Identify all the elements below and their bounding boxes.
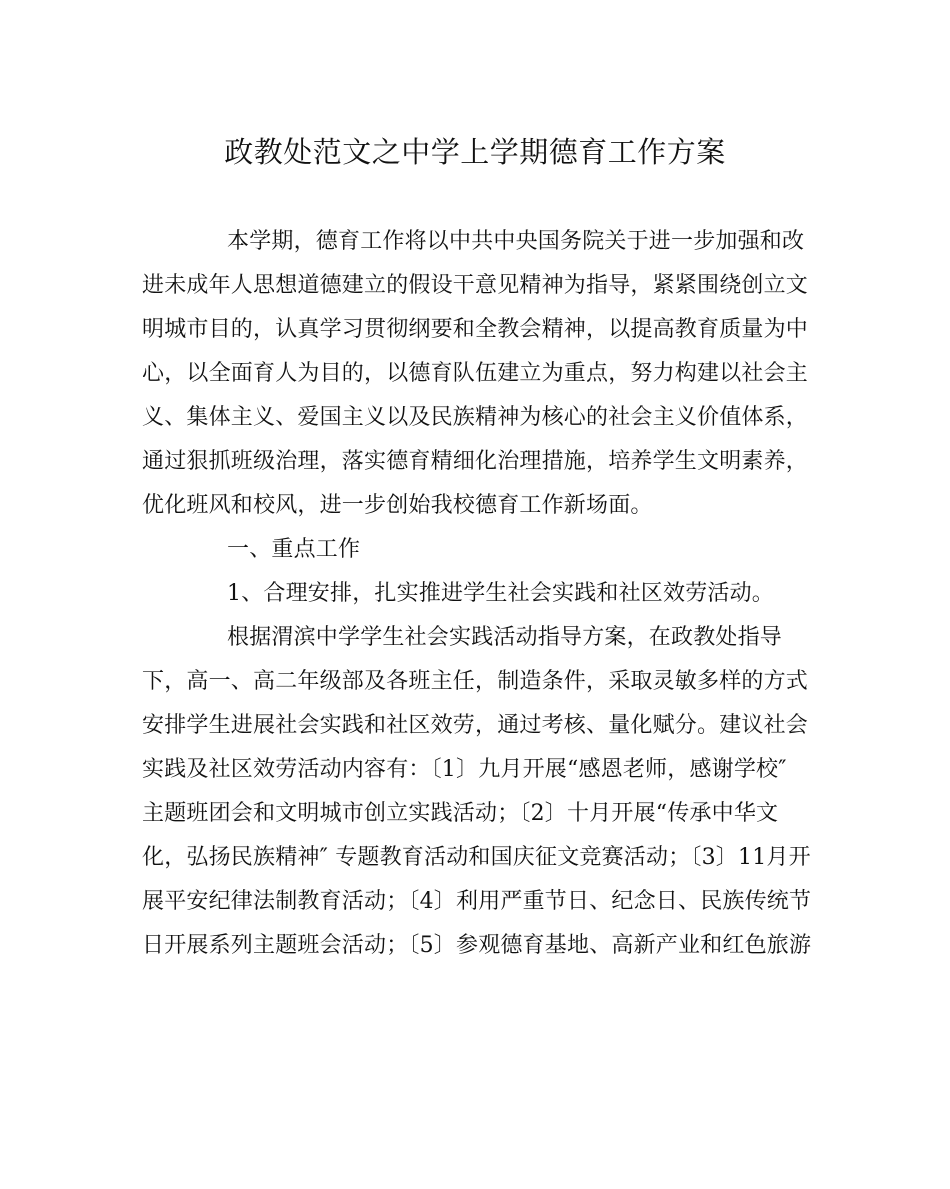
- paragraph-line: 安排学生进展社会实践和社区效劳，通过考核、量化赋分。建议社会: [142, 713, 809, 738]
- paragraph-line: 展平安纪律法制教育活动；〔4〕利用严重节日、纪念日、民族传统节: [142, 889, 812, 914]
- paragraph-line: 下，高一、高二年级部及各班主任，制造条件，采取灵敏多样的方式: [142, 669, 809, 694]
- paragraph-line: 心，以全面育人为目的，以德育队伍建立为重点，努力构建以社会主: [142, 361, 809, 386]
- paragraph-line: 明城市目的，认真学习贯彻纲要和全教会精神，以提高教育质量为中: [142, 317, 809, 342]
- paragraph-line: 化，弘扬民族精神″ 专题教育活动和国庆征文竞赛活动；〔3〕11月开: [142, 845, 811, 870]
- subsection-heading: 1、合理安排，扎实推进学生社会实践和社区效劳活动。: [227, 581, 774, 606]
- paragraph-line: 实践及社区效劳活动内容有：〔1〕九月开展“感恩老师，感谢学校″: [142, 757, 787, 782]
- paragraph-line: 本学期，德育工作将以中共中央国务院关于进一步加强和改: [227, 229, 805, 254]
- paragraph-line: 义、集体主义、爱国主义以及民族精神为核心的社会主义价值体系，: [142, 405, 809, 430]
- paragraph-line: 日开展系列主题班会活动；〔5〕参观德育基地、高新产业和红色旅游: [142, 933, 812, 958]
- document-title: 政教处范文之中学上学期德育工作方案: [224, 135, 726, 169]
- paragraph-line: 根据渭滨中学学生社会实践活动指导方案，在政教处指导: [227, 625, 783, 650]
- paragraph-line: 通过狠抓班级治理，落实德育精细化治理措施，培养学生文明素养，: [142, 449, 809, 474]
- paragraph-line: 主题班团会和文明城市创立实践活动；〔2〕十月开展“传承中华文: [142, 801, 779, 826]
- section-heading: 一、重点工作: [227, 537, 361, 562]
- paragraph-line: 进未成年人思想道德建立的假设干意见精神为指导，紧紧围绕创立文: [142, 273, 809, 298]
- paragraph-line: 优化班风和校风，进一步创始我校德育工作新场面。: [142, 493, 653, 518]
